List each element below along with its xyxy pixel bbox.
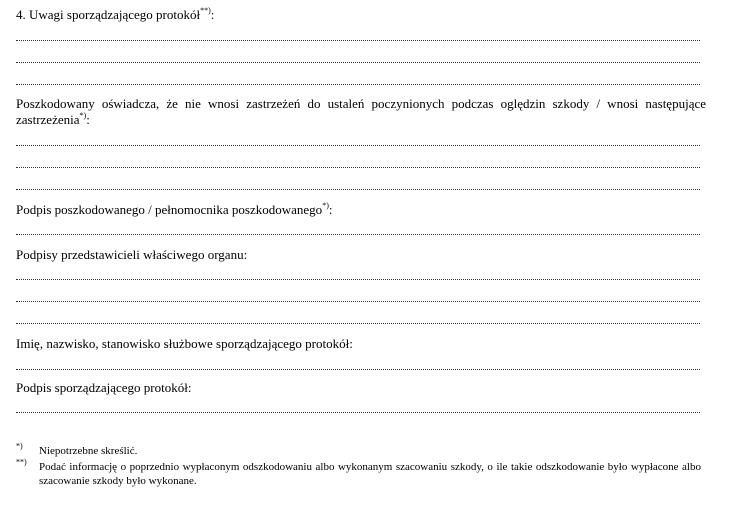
footnote-2-mark: [16, 459, 36, 473]
objections-line-3[interactable]: [16, 189, 700, 190]
injured-signature-footnote-marker: *): [322, 200, 329, 210]
section-4-footnote-marker: **): [200, 5, 211, 15]
injured-statement-footnote-marker: *): [79, 110, 87, 120]
injured-statement-label: Poszkodowany oświadcza, że nie wnosi zastrzeżeń do ustaleń poczynionych podczas oględzin szkody / wnosi następujące zastrzeżenia*):: [16, 96, 706, 127]
objections-line-2[interactable]: [16, 167, 700, 168]
injured-signature-line[interactable]: [16, 234, 700, 235]
preparer-signature-line[interactable]: [16, 412, 700, 413]
remarks-line-1[interactable]: [16, 40, 700, 41]
injured-statement-text: Poszkodowany oświadcza, że nie wnosi zastrzeżeń do ustaleń poczynionych podczas oględzin szkody / wnosi następujące zastrzeżenia: [16, 96, 706, 127]
preparer-signature-label: Podpis sporządzającego protokół:: [16, 380, 192, 395]
injured-signature-label: [16, 202, 706, 218]
authority-signature-line-3[interactable]: [16, 323, 700, 324]
footnote-2-mark-text: **): [16, 457, 27, 467]
preparer-name-line[interactable]: [16, 369, 700, 370]
authority-signatures-label: Podpisy przedstawicieli właściwego organu:: [16, 247, 248, 262]
section-4-label: 4. Uwagi sporządzającego protokół**):: [16, 5, 215, 22]
preparer-name-label: Imię, nazwisko, stanowisko służbowe sporządzającego protokół:: [16, 336, 353, 351]
footnote-1-mark-text: *): [16, 441, 23, 451]
authority-signature-line-1[interactable]: [16, 279, 700, 280]
section-4-text: 4. Uwagi sporządzającego protokół: [16, 7, 201, 22]
injured-signature-text: Podpis poszkodowanego / pełnomocnika poszkodowanego: [16, 202, 323, 217]
objections-line-1[interactable]: [16, 145, 700, 146]
footnote-1-mark: [16, 443, 36, 457]
footnote-2-text: Podać informację o poprzednio wypłaconym odszkodowaniu albo wykonanym szacowaniu szkody, o ile takie odszkodowanie było wypłacone albo szacowanie szkody było wykonane.: [39, 461, 701, 487]
remarks-line-2[interactable]: [16, 62, 700, 63]
remarks-line-3[interactable]: [16, 84, 700, 85]
injured-signature-colon: :: [328, 202, 333, 217]
authority-signature-line-2[interactable]: [16, 301, 700, 302]
footnote-1-text: Niepotrzebne skreślić.: [39, 445, 138, 457]
